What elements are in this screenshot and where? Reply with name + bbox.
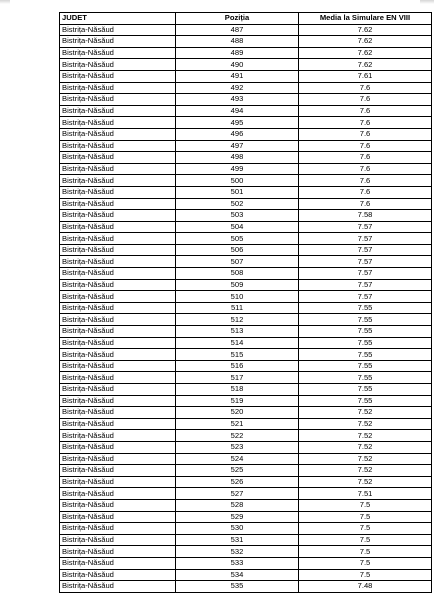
cell-pozitia: 497: [176, 140, 299, 152]
cell-media: 7.6: [299, 198, 432, 210]
cell-media: 7.62: [299, 47, 432, 59]
cell-pozitia: 508: [176, 268, 299, 280]
cell-pozitia: 513: [176, 326, 299, 338]
cell-judet: Bistrița-Năsăud: [60, 59, 176, 71]
table-row: [60, 152, 432, 164]
cell-pozitia: 514: [176, 337, 299, 349]
cell-pozitia: 489: [176, 47, 299, 59]
cell-judet: Bistrița-Năsăud: [60, 441, 176, 453]
cell-media: 7.57: [299, 256, 432, 268]
cell-judet: Bistrița-Năsăud: [60, 256, 176, 268]
cell-judet: Bistrița-Năsăud: [60, 163, 176, 175]
cell-media: 7.6: [299, 128, 432, 140]
cell-media: 7.51: [299, 488, 432, 500]
table-row: [60, 337, 432, 349]
cell-pozitia: 512: [176, 314, 299, 326]
cell-media: 7.5: [299, 523, 432, 535]
table-row: [60, 581, 432, 593]
cell-pozitia: 504: [176, 221, 299, 233]
cell-media: 7.52: [299, 407, 432, 419]
cell-media: 7.48: [299, 581, 432, 593]
cell-media: 7.57: [299, 291, 432, 303]
table-row: [60, 198, 432, 210]
cell-media: 7.55: [299, 349, 432, 361]
cell-judet: Bistrița-Năsăud: [60, 117, 176, 129]
cell-judet: Bistrița-Năsăud: [60, 430, 176, 442]
cell-pozitia: 505: [176, 233, 299, 245]
table-row: [60, 372, 432, 384]
cell-judet: Bistrița-Năsăud: [60, 476, 176, 488]
cell-media: 7.55: [299, 314, 432, 326]
table-row: [60, 47, 432, 59]
table-row: [60, 407, 432, 419]
cell-media: 7.55: [299, 384, 432, 396]
cell-media: 7.5: [299, 546, 432, 558]
header-pozitia: Poziția: [176, 13, 299, 25]
cell-judet: Bistrița-Năsăud: [60, 488, 176, 500]
cell-judet: Bistrița-Năsăud: [60, 175, 176, 187]
cell-judet: Bistrița-Năsăud: [60, 70, 176, 82]
table-row: [60, 395, 432, 407]
cell-pozitia: 502: [176, 198, 299, 210]
cell-media: 7.58: [299, 210, 432, 222]
cell-media: 7.6: [299, 140, 432, 152]
table-row: [60, 59, 432, 71]
table-header-row: [60, 13, 432, 25]
cell-pozitia: 506: [176, 244, 299, 256]
table-row: [60, 94, 432, 106]
cell-pozitia: 510: [176, 291, 299, 303]
cell-media: 7.52: [299, 430, 432, 442]
cell-pozitia: 511: [176, 302, 299, 314]
cell-judet: Bistrița-Năsăud: [60, 94, 176, 106]
cell-judet: Bistrița-Năsăud: [60, 581, 176, 593]
cell-pozitia: 503: [176, 210, 299, 222]
cell-judet: Bistrița-Năsăud: [60, 279, 176, 291]
table-row: [60, 291, 432, 303]
cell-judet: Bistrița-Năsăud: [60, 499, 176, 511]
cell-pozitia: 525: [176, 465, 299, 477]
cell-judet: Bistrița-Năsăud: [60, 186, 176, 198]
table-row: [60, 418, 432, 430]
table-row: [60, 175, 432, 187]
cell-judet: Bistrița-Năsăud: [60, 302, 176, 314]
cell-pozitia: 490: [176, 59, 299, 71]
cell-judet: Bistrița-Năsăud: [60, 569, 176, 581]
table-row: [60, 546, 432, 558]
cell-media: 7.57: [299, 279, 432, 291]
document-page: [10, 0, 420, 601]
cell-pozitia: 528: [176, 499, 299, 511]
table-row: [60, 499, 432, 511]
table-row: [60, 557, 432, 569]
cell-judet: Bistrița-Năsăud: [60, 47, 176, 59]
cell-judet: Bistrița-Năsăud: [60, 326, 176, 338]
table-row: [60, 221, 432, 233]
cell-pozitia: 499: [176, 163, 299, 175]
cell-pozitia: 520: [176, 407, 299, 419]
cell-media: 7.57: [299, 233, 432, 245]
cell-judet: Bistrița-Năsăud: [60, 36, 176, 48]
cell-judet: Bistrița-Năsăud: [60, 395, 176, 407]
cell-judet: Bistrița-Năsăud: [60, 244, 176, 256]
cell-pozitia: 527: [176, 488, 299, 500]
cell-pozitia: 492: [176, 82, 299, 94]
cell-media: 7.55: [299, 360, 432, 372]
cell-pozitia: 488: [176, 36, 299, 48]
cell-media: 7.62: [299, 24, 432, 36]
table-row: [60, 268, 432, 280]
cell-pozitia: 526: [176, 476, 299, 488]
table-row: [60, 256, 432, 268]
cell-pozitia: 532: [176, 546, 299, 558]
cell-judet: Bistrița-Năsăud: [60, 128, 176, 140]
cell-media: 7.6: [299, 152, 432, 164]
table-row: [60, 117, 432, 129]
cell-media: 7.5: [299, 557, 432, 569]
cell-media: 7.6: [299, 163, 432, 175]
cell-judet: Bistrița-Năsăud: [60, 82, 176, 94]
cell-pozitia: 530: [176, 523, 299, 535]
table-row: [60, 314, 432, 326]
cell-media: 7.61: [299, 70, 432, 82]
cell-pozitia: 529: [176, 511, 299, 523]
table-row: [60, 128, 432, 140]
cell-pozitia: 500: [176, 175, 299, 187]
cell-pozitia: 519: [176, 395, 299, 407]
table-row: [60, 465, 432, 477]
table-row: [60, 24, 432, 36]
cell-pozitia: 501: [176, 186, 299, 198]
results-table: [59, 12, 432, 593]
cell-judet: Bistrița-Năsăud: [60, 268, 176, 280]
cell-judet: Bistrița-Năsăud: [60, 557, 176, 569]
cell-media: 7.55: [299, 372, 432, 384]
table-row: [60, 244, 432, 256]
table-row: [60, 279, 432, 291]
cell-media: 7.6: [299, 94, 432, 106]
table-row: [60, 163, 432, 175]
table-row: [60, 511, 432, 523]
table-row: [60, 476, 432, 488]
table-row: [60, 326, 432, 338]
cell-judet: Bistrița-Năsăud: [60, 198, 176, 210]
table-row: [60, 360, 432, 372]
cell-judet: Bistrița-Năsăud: [60, 291, 176, 303]
cell-pozitia: 487: [176, 24, 299, 36]
table-row: [60, 82, 432, 94]
cell-pozitia: 496: [176, 128, 299, 140]
cell-pozitia: 521: [176, 418, 299, 430]
table-row: [60, 441, 432, 453]
cell-judet: Bistrița-Năsăud: [60, 152, 176, 164]
cell-pozitia: 516: [176, 360, 299, 372]
cell-judet: Bistrița-Năsăud: [60, 337, 176, 349]
cell-pozitia: 493: [176, 94, 299, 106]
cell-judet: Bistrița-Năsăud: [60, 349, 176, 361]
cell-media: 7.5: [299, 534, 432, 546]
cell-judet: Bistrița-Năsăud: [60, 233, 176, 245]
table-row: [60, 453, 432, 465]
table-row: [60, 569, 432, 581]
table-row: [60, 186, 432, 198]
header-media: Media la Simulare EN VIII: [299, 13, 432, 25]
cell-judet: Bistrița-Năsăud: [60, 534, 176, 546]
cell-judet: Bistrița-Năsăud: [60, 360, 176, 372]
cell-media: 7.6: [299, 186, 432, 198]
cell-judet: Bistrița-Năsăud: [60, 546, 176, 558]
cell-pozitia: 507: [176, 256, 299, 268]
table-row: [60, 523, 432, 535]
table-row: [60, 70, 432, 82]
table-row: [60, 384, 432, 396]
cell-judet: Bistrița-Năsăud: [60, 384, 176, 396]
cell-pozitia: 498: [176, 152, 299, 164]
header-judet: JUDET: [60, 13, 176, 25]
table-row: [60, 233, 432, 245]
cell-media: 7.55: [299, 302, 432, 314]
cell-pozitia: 509: [176, 279, 299, 291]
cell-judet: Bistrița-Năsăud: [60, 453, 176, 465]
table-body: [60, 24, 432, 592]
table-row: [60, 488, 432, 500]
cell-judet: Bistrița-Năsăud: [60, 210, 176, 222]
table-row: [60, 534, 432, 546]
cell-media: 7.57: [299, 221, 432, 233]
cell-pozitia: 515: [176, 349, 299, 361]
cell-media: 7.5: [299, 569, 432, 581]
cell-media: 7.52: [299, 418, 432, 430]
cell-judet: Bistrița-Năsăud: [60, 407, 176, 419]
cell-media: 7.6: [299, 175, 432, 187]
cell-judet: Bistrița-Năsăud: [60, 372, 176, 384]
cell-pozitia: 517: [176, 372, 299, 384]
cell-media: 7.5: [299, 511, 432, 523]
cell-media: 7.55: [299, 337, 432, 349]
cell-judet: Bistrița-Năsăud: [60, 314, 176, 326]
cell-pozitia: 491: [176, 70, 299, 82]
cell-pozitia: 494: [176, 105, 299, 117]
cell-pozitia: 531: [176, 534, 299, 546]
cell-judet: Bistrița-Năsăud: [60, 221, 176, 233]
table-row: [60, 140, 432, 152]
cell-judet: Bistrița-Năsăud: [60, 418, 176, 430]
cell-media: 7.6: [299, 82, 432, 94]
cell-pozitia: 522: [176, 430, 299, 442]
cell-media: 7.52: [299, 453, 432, 465]
cell-pozitia: 524: [176, 453, 299, 465]
cell-media: 7.57: [299, 268, 432, 280]
table-row: [60, 36, 432, 48]
cell-pozitia: 495: [176, 117, 299, 129]
cell-pozitia: 523: [176, 441, 299, 453]
cell-judet: Bistrița-Năsăud: [60, 24, 176, 36]
cell-judet: Bistrița-Năsăud: [60, 465, 176, 477]
cell-pozitia: 533: [176, 557, 299, 569]
table-row: [60, 430, 432, 442]
table-row: [60, 210, 432, 222]
cell-media: 7.52: [299, 465, 432, 477]
cell-judet: Bistrița-Năsăud: [60, 140, 176, 152]
table-row: [60, 349, 432, 361]
cell-media: 7.52: [299, 441, 432, 453]
cell-media: 7.62: [299, 36, 432, 48]
cell-media: 7.6: [299, 105, 432, 117]
cell-media: 7.62: [299, 59, 432, 71]
cell-media: 7.52: [299, 476, 432, 488]
cell-judet: Bistrița-Năsăud: [60, 511, 176, 523]
table-row: [60, 105, 432, 117]
cell-media: 7.55: [299, 326, 432, 338]
cell-media: 7.6: [299, 117, 432, 129]
cell-pozitia: 518: [176, 384, 299, 396]
cell-judet: Bistrița-Năsăud: [60, 523, 176, 535]
cell-pozitia: 535: [176, 581, 299, 593]
cell-judet: Bistrița-Năsăud: [60, 105, 176, 117]
cell-media: 7.55: [299, 395, 432, 407]
cell-media: 7.5: [299, 499, 432, 511]
cell-media: 7.57: [299, 244, 432, 256]
cell-pozitia: 534: [176, 569, 299, 581]
table-row: [60, 302, 432, 314]
